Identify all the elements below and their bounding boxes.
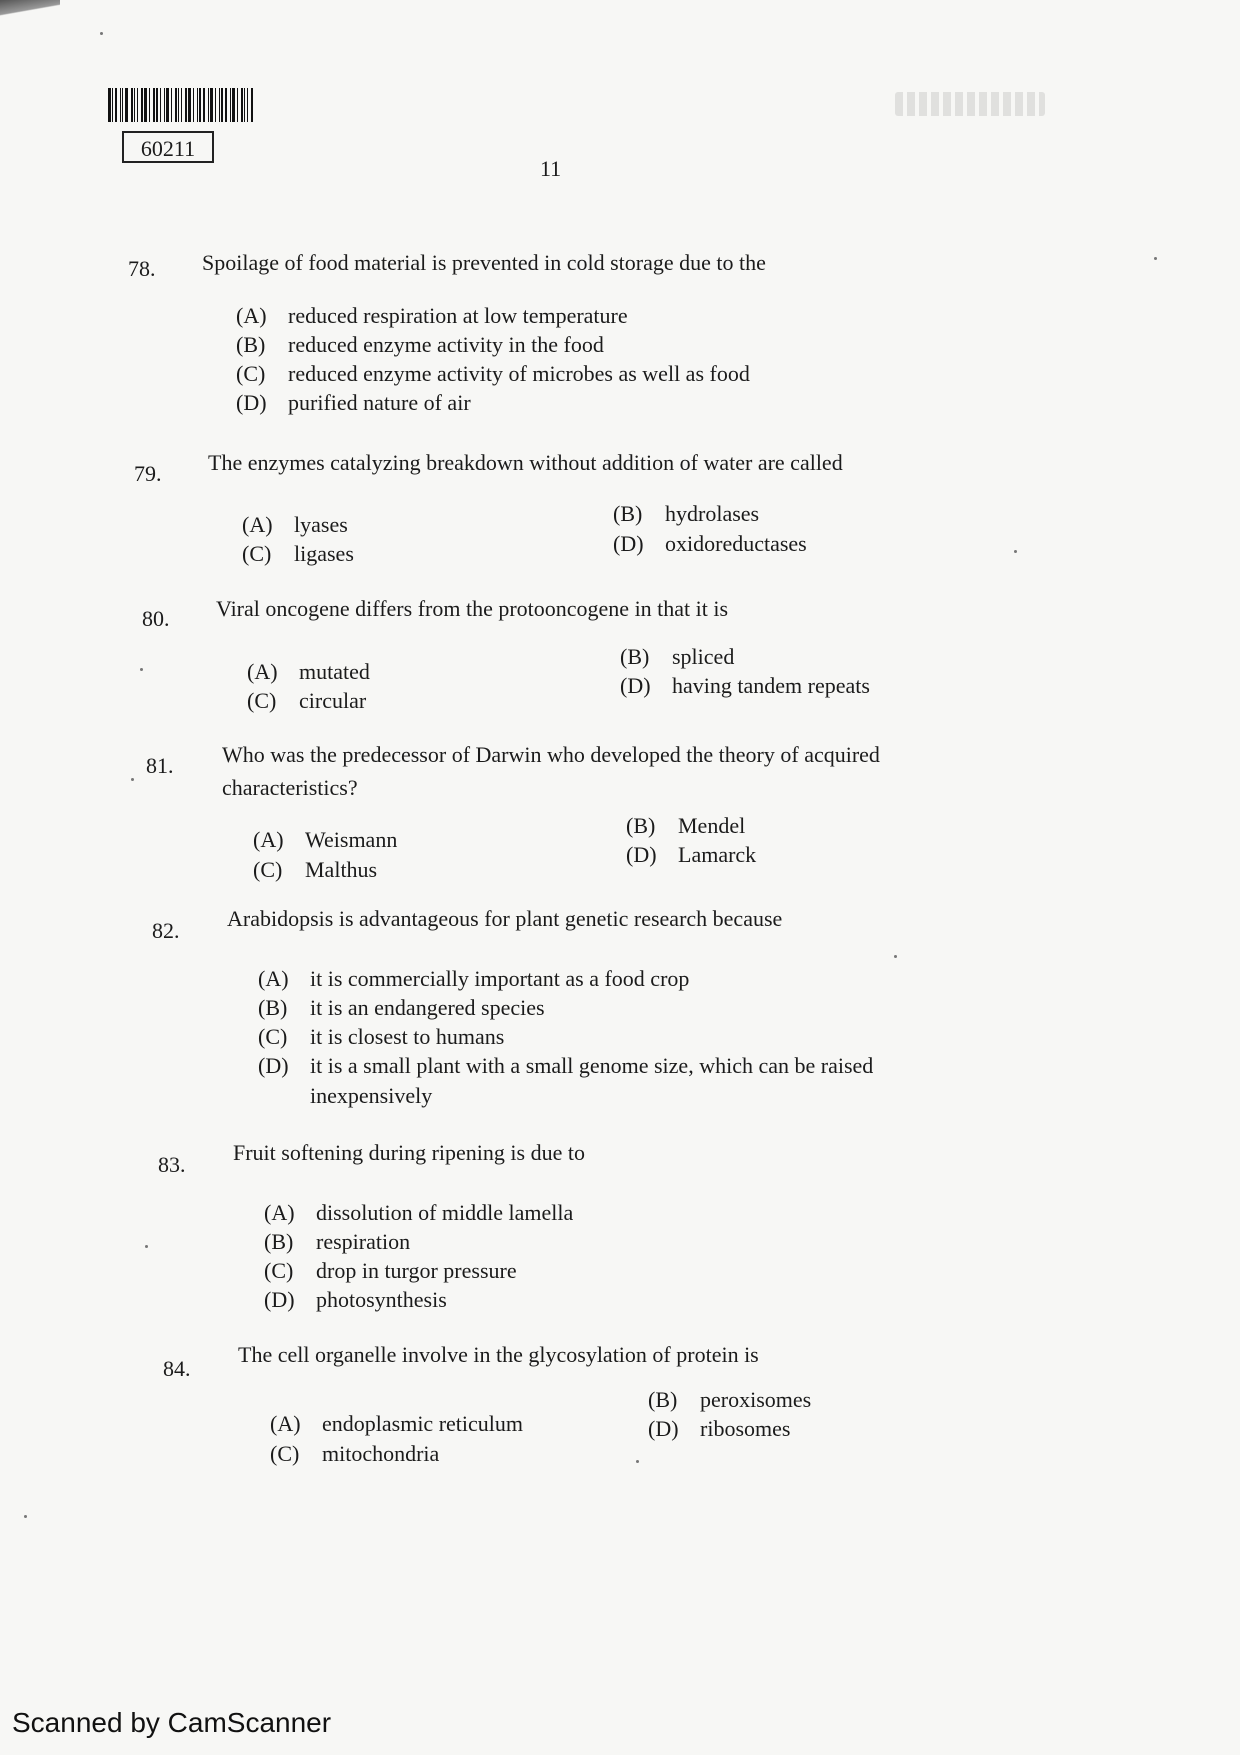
barcode-bar (153, 88, 155, 122)
barcode-bar (141, 88, 143, 122)
option-d (258, 1052, 873, 1080)
option-letter: (B) (236, 332, 266, 357)
option-letter: (A) (258, 966, 289, 991)
barcode-bar (131, 88, 133, 122)
scan-speck (636, 1460, 639, 1463)
option-b (264, 1228, 410, 1256)
barcode-bar (108, 88, 111, 122)
option-letter: (B) (648, 1387, 678, 1412)
barcode-bar (251, 88, 253, 122)
paper-code: 60211 (122, 131, 214, 163)
barcode-bar (232, 88, 235, 122)
question-number: 80. (142, 606, 170, 631)
barcode-bar (137, 88, 138, 122)
option-letter: (B) (264, 1229, 294, 1254)
option-c (242, 540, 354, 568)
barcode-bar (122, 88, 123, 122)
barcode-bar (197, 88, 198, 122)
scanner-footer: Scanned by CamScanner (12, 1707, 332, 1738)
option-letter: (D) (620, 673, 651, 698)
option-letter: (C) (258, 1024, 288, 1049)
option-letter: (D) (648, 1416, 679, 1441)
barcode-bar (219, 88, 220, 122)
question-number: 83. (158, 1152, 186, 1177)
faint-stamp (895, 92, 1045, 116)
barcode-bar (134, 88, 135, 122)
option-c (247, 687, 366, 715)
option-text: photosynthesis (316, 1287, 447, 1312)
question-number: 79. (134, 461, 162, 486)
option-c (270, 1440, 439, 1468)
barcode-bar (125, 88, 128, 122)
scan-speck (24, 1515, 27, 1518)
option-a (247, 658, 370, 686)
option-letter: (C) (270, 1441, 300, 1466)
question-text: Fruit softening during ripening is due to (233, 1140, 585, 1165)
option-text: mitochondria (322, 1441, 440, 1466)
barcode-bar (178, 88, 179, 122)
barcode-bar (185, 88, 187, 122)
option-c (236, 360, 750, 388)
option-letter: (A) (264, 1200, 295, 1225)
question-text: Arabidopsis is advantageous for plant genetic research because (227, 906, 783, 931)
barcode-bar (203, 88, 205, 122)
option-letter: (D) (236, 390, 267, 415)
question-number: 82. (152, 918, 180, 943)
option-letter: (C) (236, 361, 266, 386)
scan-speck (1014, 550, 1017, 553)
scan-speck (140, 668, 143, 671)
scan-speck (100, 32, 103, 35)
option-text: it is commercially important as a food crop (310, 966, 690, 991)
option-b (258, 994, 545, 1022)
barcode-bar (208, 88, 209, 122)
option-d (620, 672, 870, 700)
option-letter: (C) (264, 1258, 294, 1283)
option-c (253, 856, 377, 884)
option-letter: (A) (236, 303, 267, 328)
barcode-bar (144, 88, 147, 122)
barcode-bar (164, 88, 165, 122)
option-letter: (A) (270, 1411, 301, 1436)
option-b (626, 812, 745, 840)
question-number: 84. (163, 1356, 191, 1381)
option-letter: (A) (253, 827, 284, 852)
option-letter: (B) (613, 501, 643, 526)
option-letter: (D) (626, 842, 657, 867)
option-d (264, 1286, 447, 1314)
barcode-bar (112, 88, 113, 122)
barcode-bar (210, 88, 213, 122)
scan-speck (1154, 257, 1157, 260)
barcode-bar (230, 88, 231, 122)
option-text: Lamarck (678, 842, 757, 867)
option-text: Malthus (305, 857, 378, 882)
option-b (620, 643, 734, 671)
barcode (108, 88, 268, 122)
option-c (264, 1257, 517, 1285)
option-text: purified nature of air (288, 390, 471, 415)
option-letter: (D) (613, 531, 644, 556)
question-text: The cell organelle involve in the glycosylation of protein is (238, 1342, 759, 1367)
option-text: reduced respiration at low temperature (288, 303, 628, 328)
scan-speck (145, 1245, 148, 1248)
barcode-bar (156, 88, 158, 122)
question-number: 78. (128, 256, 156, 281)
option-text: ribosomes (700, 1416, 791, 1441)
barcode-bar (115, 88, 117, 122)
option-letter: (D) (264, 1287, 295, 1312)
option-text: reduced enzyme activity in the food (288, 332, 604, 357)
option-text: reduced enzyme activity of microbes as well as food (288, 361, 750, 386)
barcode-bar (149, 88, 150, 122)
barcode-bar (193, 88, 194, 122)
option-text: ligases (294, 541, 354, 566)
option-b (613, 500, 759, 528)
question-text-line2: characteristics? (222, 775, 358, 800)
option-text: it is an endangered species (310, 995, 545, 1020)
option-letter: (C) (242, 541, 272, 566)
option-letter: (A) (247, 659, 278, 684)
option-letter: (C) (247, 688, 277, 713)
barcode-bar (247, 88, 248, 122)
option-text: it is a small plant with a small genome size, which can be raised (310, 1053, 874, 1078)
option-text: dissolution of middle lamella (316, 1200, 574, 1225)
option-text: having tandem repeats (672, 673, 870, 698)
option-a (236, 302, 628, 330)
option-text: Weismann (305, 827, 398, 852)
barcode-bar (160, 88, 161, 122)
barcode-bar (181, 88, 182, 122)
option-letter: (C) (253, 857, 283, 882)
scan-speck (131, 778, 134, 781)
barcode-bar (175, 88, 177, 122)
scan-speck (894, 955, 897, 958)
option-letter: (A) (242, 512, 273, 537)
option-b (236, 331, 604, 359)
option-text: spliced (672, 644, 735, 669)
barcode-bar (237, 88, 238, 122)
option-text: lyases (294, 512, 348, 537)
option-a (242, 511, 348, 539)
option-text: peroxisomes (700, 1387, 812, 1412)
question-text-line1: Who was the predecessor of Darwin who developed the theory of acquired (222, 742, 880, 767)
option-text: hydrolases (665, 501, 760, 526)
option-text: mutated (299, 659, 370, 684)
barcode-bar (120, 88, 121, 122)
option-d-continuation: inexpensively (310, 1083, 433, 1108)
option-a (264, 1199, 573, 1227)
option-a (253, 826, 397, 854)
option-text: drop in turgor pressure (316, 1258, 517, 1283)
option-text: respiration (316, 1229, 411, 1254)
option-text: Mendel (678, 813, 746, 838)
option-d (648, 1415, 790, 1443)
option-d (613, 530, 807, 558)
barcode-bar (171, 88, 172, 122)
scan-corner-mark (0, 0, 60, 16)
option-text: endoplasmic reticulum (322, 1411, 523, 1436)
option-text: circular (299, 688, 367, 713)
barcode-bar (221, 88, 223, 122)
question-text: Spoilage of food material is prevented in cold storage due to the (202, 250, 766, 275)
option-d (626, 841, 756, 869)
barcode-bar (225, 88, 227, 122)
barcode-bar (199, 88, 201, 122)
option-a (270, 1410, 523, 1438)
question-text: The enzymes catalyzing breakdown without addition of water are called (208, 450, 843, 475)
question-number: 81. (146, 753, 174, 778)
barcode-bar (241, 88, 243, 122)
option-letter: (B) (626, 813, 656, 838)
option-text: oxidoreductases (665, 531, 807, 556)
barcode-bar (244, 88, 245, 122)
option-c (258, 1023, 504, 1051)
page-number: 11 (540, 156, 562, 181)
option-text: it is closest to humans (310, 1024, 505, 1049)
option-a (258, 965, 689, 993)
option-d (236, 389, 471, 417)
barcode-bar (166, 88, 169, 122)
question-text: Viral oncogene differs from the protooncogene in that it is (216, 596, 729, 621)
option-b (648, 1386, 811, 1414)
option-letter: (B) (620, 644, 650, 669)
option-letter: (D) (258, 1053, 289, 1078)
option-letter: (B) (258, 995, 288, 1020)
barcode-bar (188, 88, 191, 122)
barcode-bar (215, 88, 216, 122)
